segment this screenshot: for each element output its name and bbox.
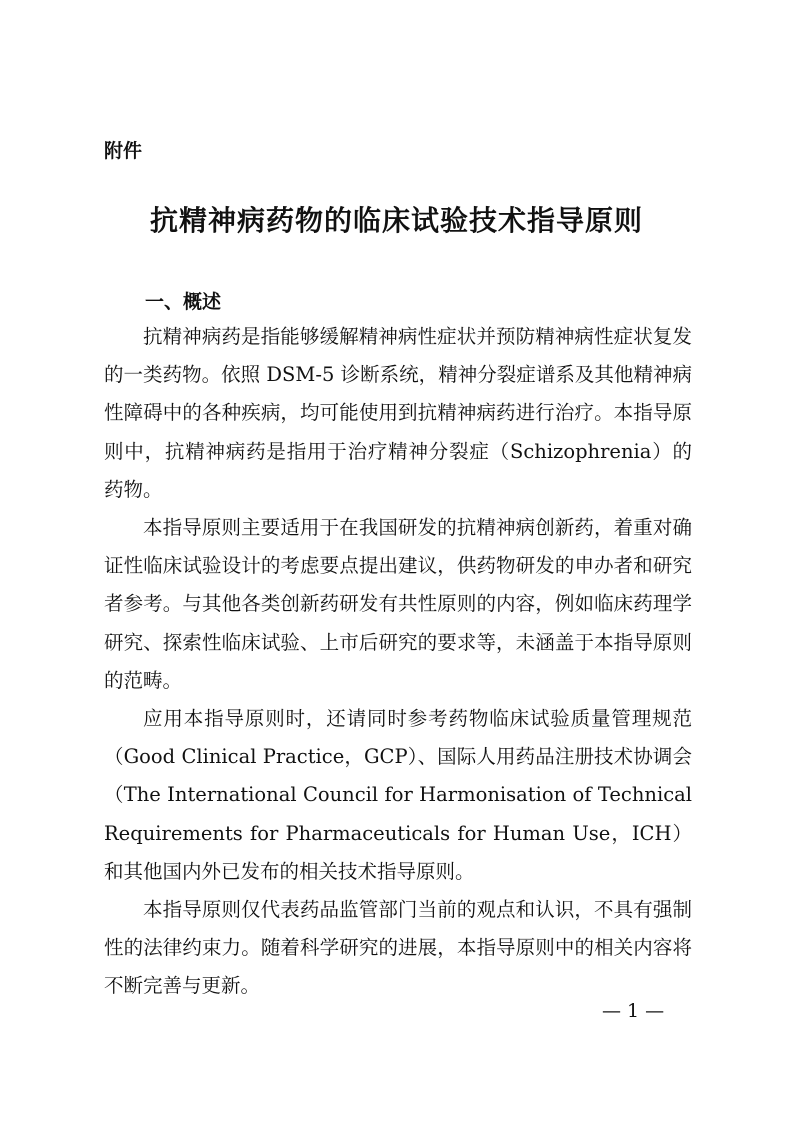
paragraph: 应用本指导原则时，还请同时参考药物临床试验质量管理规范（Good Clinical Practice，GCP）、国际人用药品注册技术协调会（The International Council for Harmonisation of Technical Requirements for Pharmaceuticals for Human Use，ICH）和其他国内外已发布的相关技术指导原则。 xyxy=(104,707,692,883)
page-number: — 1 — xyxy=(602,1000,665,1022)
paragraph: 本指导原则主要适用于在我国研发的抗精神病创新药，着重对确证性临床试验设计的考虑要点提出建议，供药物研发的申办者和研究者参考。与其他各类创新药研发有共性原则的内容，例如临床药理学研究、探索性临床试验、上市后研究的要求等，未涵盖于本指导原则的范畴。 xyxy=(104,516,692,692)
paragraph: 本指导原则仅代表药品监管部门当前的观点和认识，不具有强制性的法律约束力。随着科学研究的进展，本指导原则中的相关内容将不断完善与更新。 xyxy=(104,898,692,998)
body-text xyxy=(104,318,692,1006)
document-title: 抗精神病药物的临床试验技术指导原则 xyxy=(149,204,643,237)
paragraph: 抗精神病药是指能够缓解精神病性症状并预防精神病性症状复发的一类药物。依照 DSM-5 诊断系统，精神分裂症谱系及其他精神病性障碍中的各种疾病，均可能使用到抗精神病药进行治疗。本指导原则中，抗精神病药是指用于治疗精神分裂症（Schizophrenia）的药物。 xyxy=(104,325,692,501)
section-heading-overview: 一、概述 xyxy=(145,291,222,313)
attachment-label: 附件 xyxy=(104,140,143,162)
